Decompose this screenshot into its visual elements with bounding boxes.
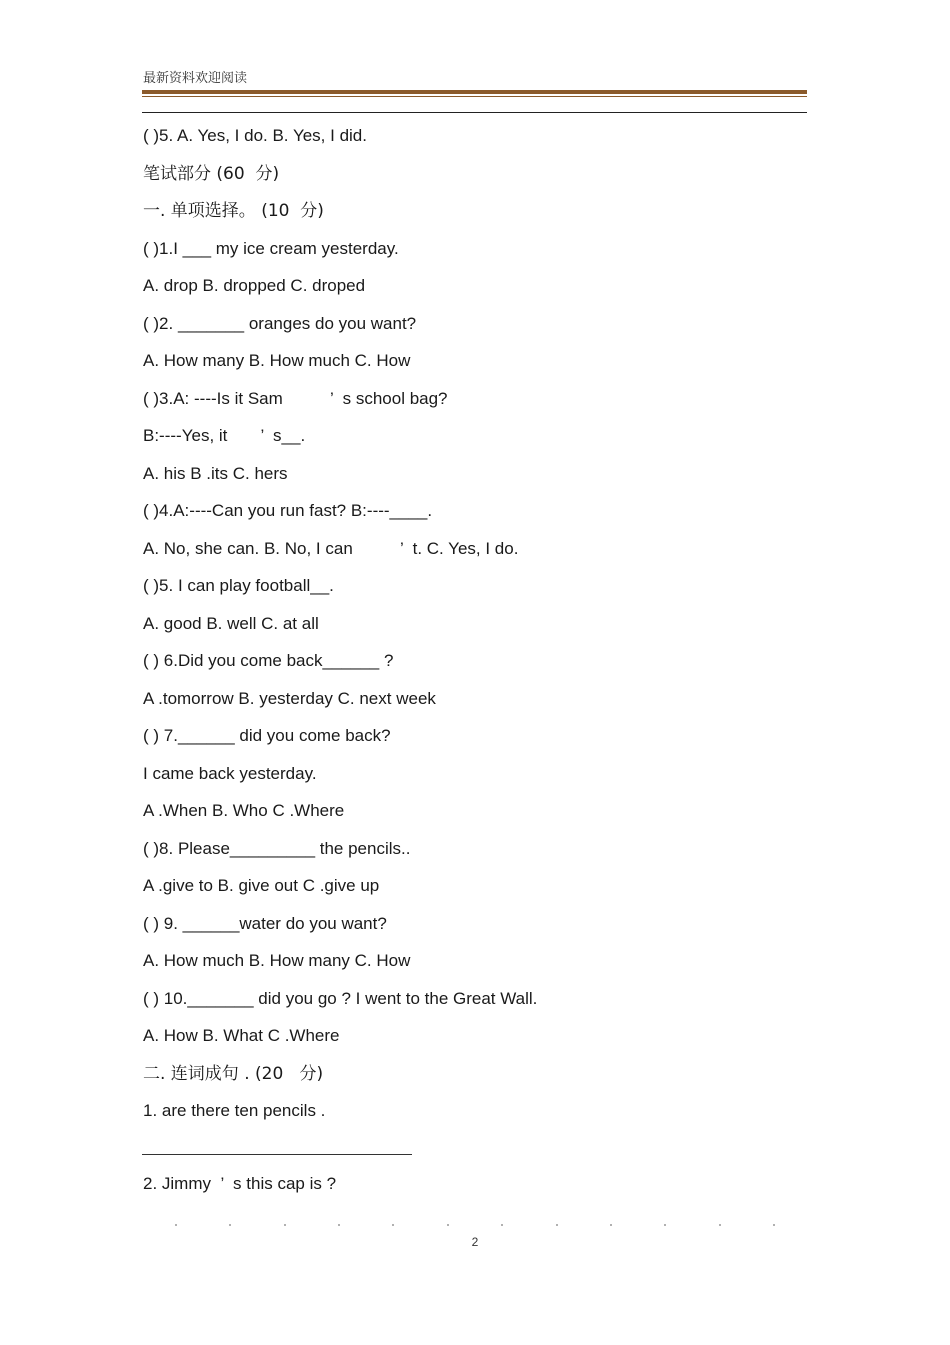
question-line: ( )4.A:----Can you run fast? B:----____.	[143, 501, 433, 520]
options-line: A .tomorrow B. yesterday C. next week	[143, 688, 436, 708]
question-line: ( ) 9. ______water do you want?	[143, 913, 387, 933]
header-rule-thin	[142, 96, 807, 97]
question-line: ( )5. I can play football__.	[143, 576, 334, 595]
question-line: ( )3.A: ----Is it Sam ’ s school bag?	[143, 388, 448, 408]
question-line: ( )1.I ___ my ice cream yesterday.	[143, 238, 399, 258]
page-number: 2	[471, 1235, 479, 1249]
question-line: 1. are there ten pencils .	[143, 1101, 326, 1120]
section-heading-sentences: 二. 连词成句 . (20 分)	[143, 1063, 324, 1084]
section-heading-written: 笔试部分 (60 分)	[143, 163, 280, 184]
options-line: A. good B. well C. at all	[143, 613, 319, 633]
page-header-title: 最新资料欢迎阅读	[143, 70, 248, 85]
section-heading-single-choice: 一. 单项选择。 (10 分)	[143, 201, 324, 221]
options-line: A. his B .its C. hers	[143, 463, 288, 483]
options-line: A. How many B. How much C. How	[143, 351, 411, 370]
options-line: A. How much B. How many C. How	[143, 951, 411, 970]
options-line: A. How B. What C .Where	[143, 1026, 340, 1045]
text-line: ( )5. A. Yes, I do. B. Yes, I did.	[143, 126, 367, 145]
question-line: 2. Jimmy ’ s this cap is ?	[143, 1174, 337, 1193]
page-cut-dots	[175, 1224, 775, 1228]
question-line: ( ) 10._______ did you go ? I went to the Great Wall.	[143, 988, 538, 1008]
question-line: ( )2. _______ oranges do you want?	[143, 313, 417, 333]
header-rule-thick	[142, 90, 807, 94]
question-line: I came back yesterday.	[143, 763, 317, 783]
options-line: A .give to B. give out C .give up	[143, 876, 380, 895]
options-line: A .When B. Who C .Where	[143, 801, 345, 820]
question-line: B:----Yes, it ’ s__.	[143, 426, 306, 445]
options-line: A. No, she can. B. No, I can ’ t. C. Yes, I do.	[143, 538, 519, 558]
question-line: ( ) 7.______ did you come back?	[143, 726, 391, 745]
document-body	[143, 123, 803, 1136]
question-line: ( )8. Please_________ the pencils..	[143, 838, 411, 858]
answer-blank-line	[142, 1154, 412, 1155]
content-top-rule	[142, 112, 807, 113]
options-line: A. drop B. dropped C. droped	[143, 276, 366, 295]
question-line: ( ) 6.Did you come back______ ?	[143, 651, 394, 670]
